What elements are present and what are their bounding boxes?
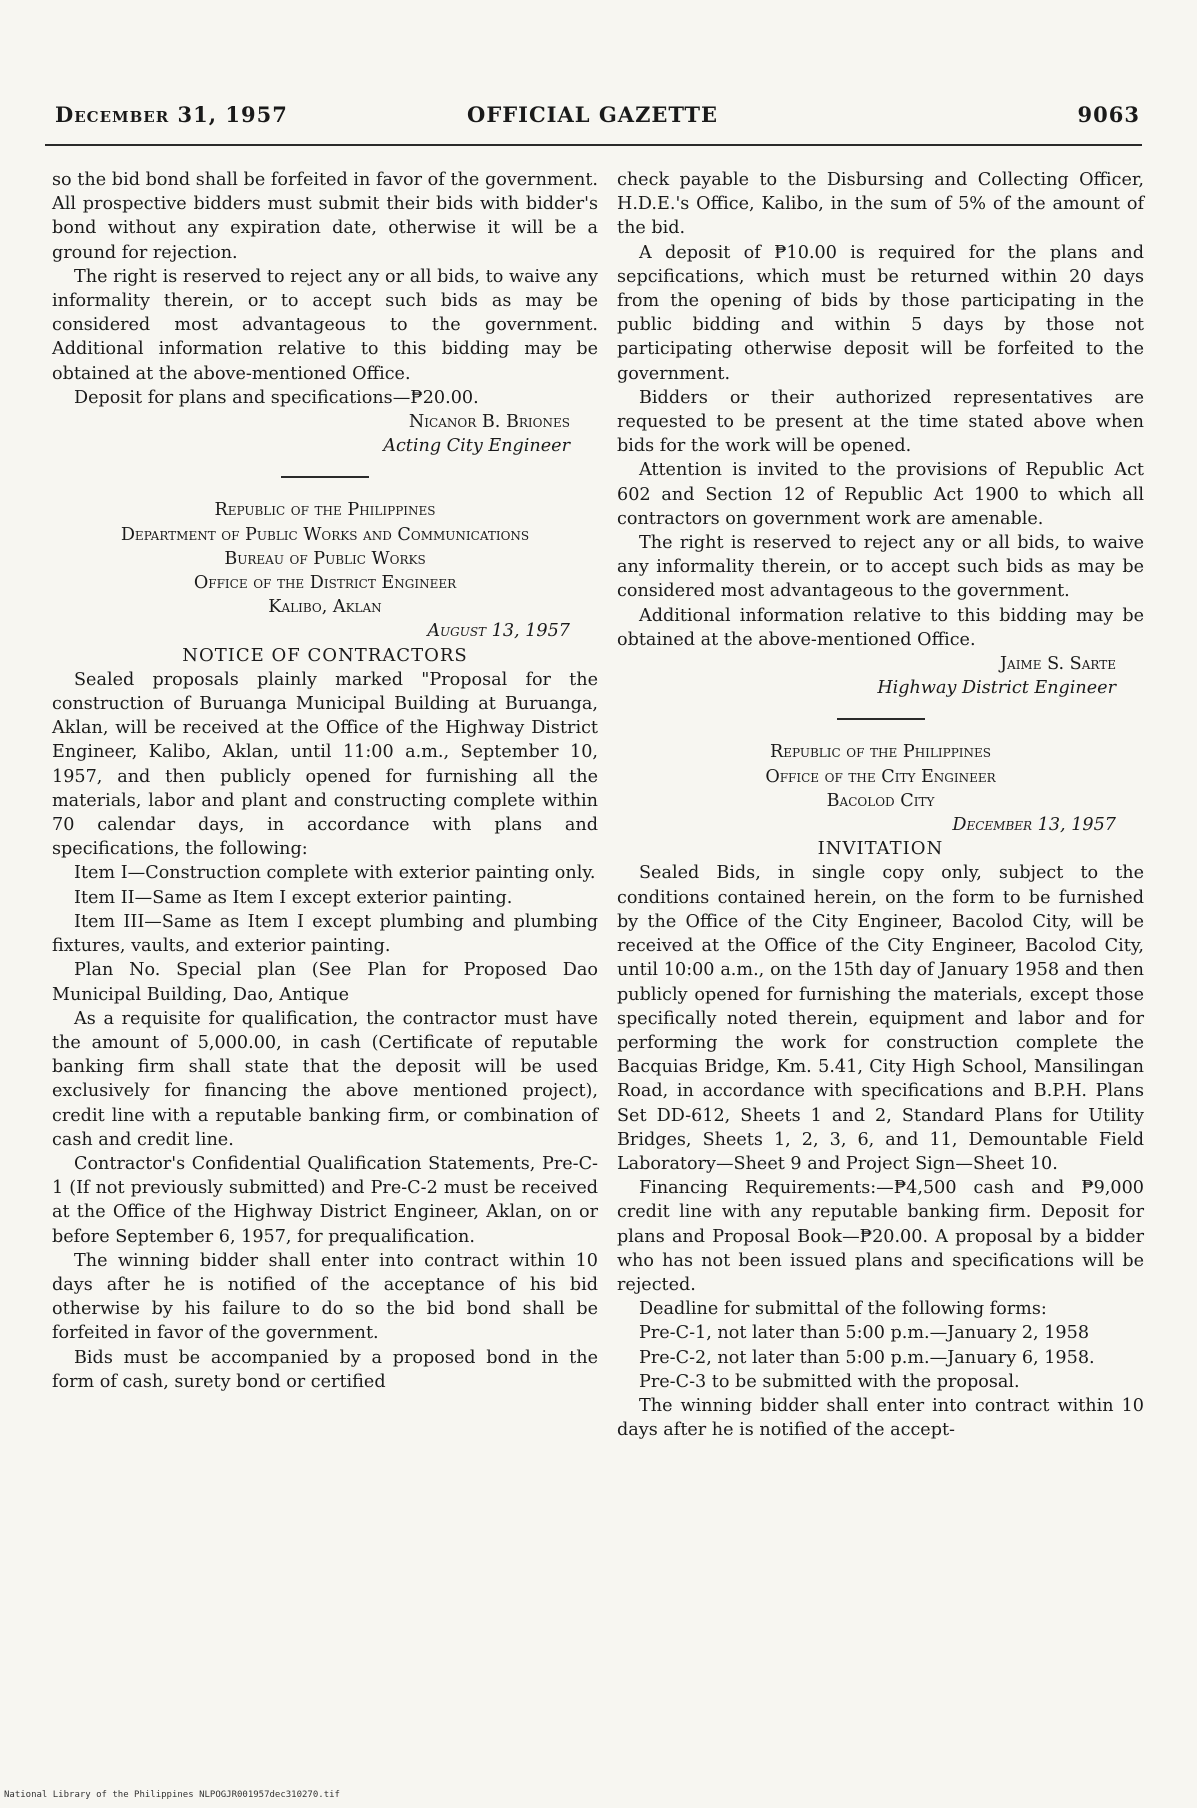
paragraph: Pre-C-1, not later than 5:00 p.m.—January 2, 1958	[639, 1323, 1090, 1344]
paragraph: The winning bidder shall enter into contract within 10 days after he is notified of the accept-	[617, 1395, 1144, 1441]
paragraph: Sealed proposals plainly marked "Proposal for the construction of Buruanga Municipal Building at Buruanga, Aklan, will be received at the Office of the Highway District Engineer, Kalibo, Aklan, until 11:00 a.m., September 10, 1957, and then publicly opened for furnishing all the materials, labor and plant and constructing complete within 70 calendar days, in accordance with plans and specifications, the following:	[52, 669, 598, 860]
notice-heading: INVITATION	[817, 838, 944, 860]
issuer-line: Office of the City Engineer	[765, 766, 996, 787]
paragraph: Attention is invited to the provisions of Republic Act 602 and Section 12 of Republic Act 1900 to which all contractors on government work are amenable.	[617, 460, 1144, 529]
item-line: Item I—Construction complete with exterior painting only.	[74, 863, 596, 884]
left-column	[52, 168, 598, 1394]
paragraph: The right is reserved to reject any or all bids, to waive any informality therein, or to accept such bids as may be considered most advantageous to the government. Additional information relative to this bidding may be obtained at the above-mentioned Office.	[52, 266, 598, 384]
paragraph: A deposit of ₱10.00 is required for the plans and sepcifications, which must be returned within 20 days from the opening of bids by those participating in the public bidding and within 5 days by those not participating otherwise deposit will be forfeited to the government.	[617, 242, 1144, 384]
paragraph: Plan No. Special plan (See Plan for Proposed Dao Municipal Building, Dao, Antique	[52, 960, 598, 1005]
page-header	[45, 98, 1140, 138]
paragraph: Financing Requirements:—₱4,500 cash and ₱9,000 credit line with any reputable banking firm. Deposit for plans and Proposal Book—₱20.00. A proposal by a bidder who has not been issued plans and specifications will be rejected.	[617, 1178, 1144, 1295]
paragraph: Bidders or their authorized representatives are requested to be present at the time stated above when bids for the work will be opened.	[617, 387, 1144, 457]
paragraph: The winning bidder shall enter into contract within 10 days after he is notified of the acceptance of his bid otherwise by his failure to do so the bid bond shall be forfeited in favor of the government.	[52, 1250, 598, 1344]
paragraph: Deadline for submittal of the following forms:	[639, 1299, 1047, 1320]
paragraph: Deposit for plans and specifications—₱20.00.	[74, 387, 479, 408]
signatory-name: Jaime S. Sarte	[999, 654, 1116, 675]
issuer-line: Bureau of Public Works	[224, 548, 426, 569]
scan-footer: National Library of the Philippines NLPOGJR001957dec310270.tif	[4, 1790, 340, 1800]
item-line: Item III—Same as Item I except plumbing and plumbing fixtures, vaults, and exterior painting.	[52, 911, 598, 957]
signatory-name: Nicanor B. Briones	[408, 412, 570, 433]
paragraph: Pre-C-2, not later than 5:00 p.m.—January 6, 1958.	[639, 1347, 1095, 1368]
issuer-line: Republic of the Philippines	[214, 500, 436, 521]
paragraph: The right is reserved to reject any or all bids, to waive any informality therein, or to accept such bids as may be considered most advantageous to the government.	[617, 533, 1144, 602]
issuer-line: Bacolod City	[826, 790, 935, 811]
issuer-line: Office of the District Engineer	[193, 573, 457, 594]
paragraph: Additional information relative to this bidding may be obtained at the above-mentioned Office.	[617, 605, 1144, 650]
notice-date: August 13, 1957	[427, 621, 570, 642]
publication-title: OFFICIAL GAZETTE	[467, 102, 718, 127]
signatory-title: Acting City Engineer	[383, 436, 570, 457]
issuer-line: Department of Public Works and Communications	[120, 524, 530, 545]
page-number: 9063	[1077, 102, 1140, 127]
section-divider	[837, 718, 925, 720]
notice-heading: NOTICE OF CONTRACTORS	[182, 644, 468, 666]
paragraph: check payable to the Disbursing and Collecting Officer, H.D.E.'s Office, Kalibo, in the sum of 5% of the amount of the bid.	[617, 170, 1144, 239]
item-line: Item II—Same as Item I except exterior painting.	[74, 887, 513, 908]
paragraph: Sealed Bids, in single copy only, subject to the conditions contained herein, on the form to be furnished by the Office of the City Engineer, Bacolod City, will be received at the Office of the City Engineer, Bacolod City, until 10:00 a.m., on the 15th day of January 1958 and then publicly opened for furnishing the materials, except those specifically noted therein, equipment and labor and for performing the work for construction complete the Bacquias Bridge, Km. 5.41, City High School, Mansilingan Road, in accordance with specifications and B.P.H. Plans Set DD-612, Sheets 1 and 2, Standard Plans for Utility Bridges, Sheets 1, 2, 3, 6, and 11, Demountable Field Laboratory—Sheet 9 and Project Sign—Sheet 10.	[617, 863, 1144, 1174]
paragraph: Bids must be accompanied by a proposed bond in the form of cash, surety bond or certified	[52, 1347, 598, 1392]
paragraph: Pre-C-3 to be submitted with the proposal.	[639, 1371, 1020, 1392]
header-date: December 31, 1957	[55, 102, 288, 127]
header-rule	[45, 144, 1142, 146]
paragraph: As a requisite for qualification, the contractor must have the amount of 5,000.00, in cash (Certificate of reputable banking firm shall state that the deposit will be used exclusively for financing the above mentioned project), credit line with a reputable banking firm, or combination of cash and credit line.	[52, 1008, 598, 1150]
signatory-title: Highway District Engineer	[877, 678, 1116, 699]
paragraph: so the bid bond shall be forfeited in favor of the government. All prospective bidders must submit their bids with bidder's bond without any expiration date, otherwise it will be a ground for rejection.	[52, 170, 598, 263]
notice-date: December 13, 1957	[952, 815, 1116, 836]
right-column	[617, 168, 1144, 1442]
paragraph: Contractor's Confidential Qualification Statements, Pre-C-1 (If not previously submitted) and Pre-C-2 must be received at the Office of the Highway District Engineer, Aklan, on or before September 6, 1957, for prequalification.	[52, 1153, 598, 1247]
issuer-line: Republic of the Philippines	[770, 742, 991, 763]
issuer-line: Kalibo, Aklan	[268, 597, 382, 618]
section-divider	[281, 476, 369, 478]
